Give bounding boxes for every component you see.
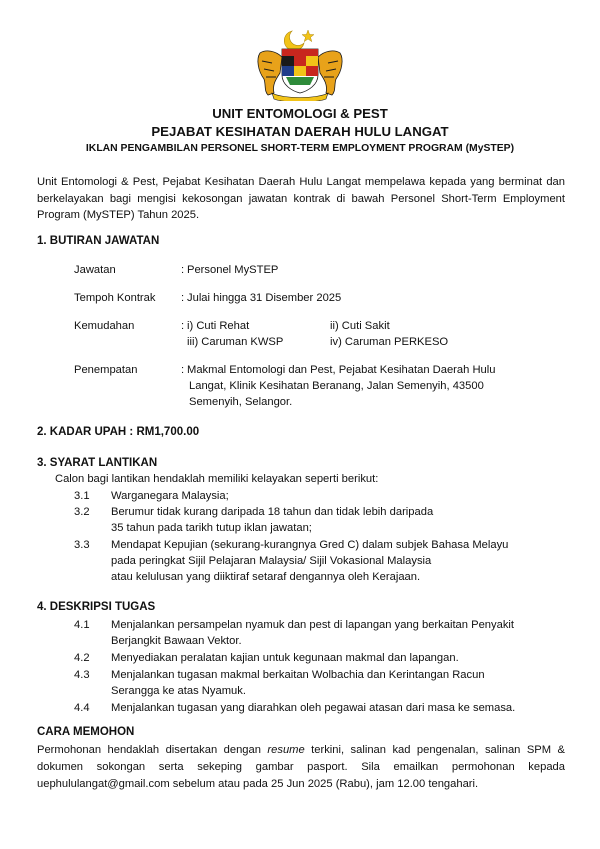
tempoh-label: Tempoh Kontrak — [74, 292, 156, 304]
kemudahan-item: iii) Caruman KWSP — [187, 336, 284, 348]
advert-title: IKLAN PENGAMBILAN PERSONEL SHORT-TERM EMPLOYMENT PROGRAM (MySTEP) — [85, 143, 515, 154]
resume-word: resume — [267, 744, 305, 756]
penempatan-line: Makmal Entomologi dan Pest, Pejabat Kesihatan Daerah Hulu — [187, 364, 496, 376]
duty-line: Menjalankan persampelan nyamuk dan pest di lapangan yang berkaitan Penyakit — [111, 619, 515, 631]
requirement-line: 35 tahun pada tarikh tutup iklan jawatan; — [111, 522, 312, 534]
apply-text: Permohonan hendaklah disertakan dengan — [37, 744, 268, 756]
requirement-line: pada peringkat Sijil Pelajaran Malaysia/ Sijil Vokasional Malaysia — [111, 555, 432, 567]
unit-title: UNIT ENTOMOLOGI & PEST — [212, 106, 388, 121]
kemudahan-item: i) Cuti Rehat — [187, 320, 250, 332]
tempoh-value: Julai hingga 31 Disember 2025 — [187, 292, 342, 304]
intro-paragraph: Unit Entomologi & Pest, Pejabat Kesihatan Daerah Hulu Langat mempelawa kepada yang berminat dan berkelayakan bagi mengisi kekosongan jawatan kontrak di bawah Personel Short-Term Employment Program (MySTEP) Tahun 2025. — [37, 176, 565, 221]
kemudahan-item: ii) Cuti Sakit — [330, 320, 390, 332]
duty-line: Serangga ke atas Nyamuk. — [111, 685, 246, 697]
penempatan-line: Langat, Klinik Kesihatan Beranang, Jalan Semenyih, 43500 — [189, 380, 484, 392]
duty-line: Menjalankan tugasan makmal berkaitan Wolbachia dan Kerintangan Racun — [111, 669, 485, 681]
item-number: 4.2 — [74, 652, 90, 664]
penempatan-label: Penempatan — [74, 364, 138, 376]
penempatan-line: Semenyih, Selangor. — [189, 396, 293, 408]
item-number: 3.3 — [74, 539, 90, 551]
kemudahan-label: Kemudahan — [74, 320, 135, 332]
requirement-line: Warganegara Malaysia; — [111, 490, 229, 502]
section-2-heading: 2. KADAR UPAH : RM1,700.00 — [37, 426, 200, 438]
section-4-heading: 4. DESKRIPSI TUGAS — [37, 601, 156, 613]
section-3-lead: Calon bagi lantikan hendaklah memiliki kelayakan seperti berikut: — [55, 473, 379, 485]
section-1-heading: 1. BUTIRAN JAWATAN — [37, 235, 160, 247]
requirement-line: atau kelulusan yang diiktiraf setaraf dengannya oleh Kerajaan. — [111, 571, 421, 583]
colon: : — [181, 264, 185, 276]
item-number: 3.1 — [74, 490, 90, 502]
item-number: 4.1 — [74, 619, 90, 631]
colon: : — [181, 364, 185, 376]
office-title: PEJABAT KESIHATAN DAERAH HULU LANGAT — [151, 124, 449, 139]
jawatan-value: Personel MySTEP — [187, 264, 279, 276]
apply-heading: CARA MEMOHON — [37, 726, 135, 738]
kemudahan-item: iv) Caruman PERKESO — [330, 336, 449, 348]
colon: : — [181, 292, 185, 304]
duty-line: Menyediakan peralatan kajian untuk kegunaan makmal dan lapangan. — [111, 652, 459, 664]
duty-line: Berjangkit Bawaan Vektor. — [111, 635, 242, 647]
apply-paragraph — [37, 742, 565, 793]
apply-text: terkini, salinan kad pengenalan, salinan SPM & dokumen sokongan serta sekeping gambar pasport. Sila emailkan permohonan kepada uephululangat@gmail.com sebelum atau pada 25 Jun 2025 (Rabu), jam 12.00 tengahari. — [37, 744, 565, 790]
item-number: 3.2 — [74, 506, 90, 518]
duty-line: Menjalankan tugasan yang diarahkan oleh pegawai atasan dari masa ke semasa. — [111, 702, 516, 714]
colon: : — [181, 320, 185, 332]
item-number: 4.4 — [74, 702, 90, 714]
jawatan-label: Jawatan — [74, 264, 116, 276]
section-3-heading: 3. SYARAT LANTIKAN — [37, 457, 158, 469]
coat-of-arms-logo — [252, 27, 348, 101]
item-number: 4.3 — [74, 669, 90, 681]
requirement-line: Berumur tidak kurang daripada 18 tahun dan tidak lebih daripada — [111, 506, 434, 518]
requirement-line: Mendapat Kepujian (sekurang-kurangnya Gred C) dalam subjek Bahasa Melayu — [111, 539, 509, 551]
